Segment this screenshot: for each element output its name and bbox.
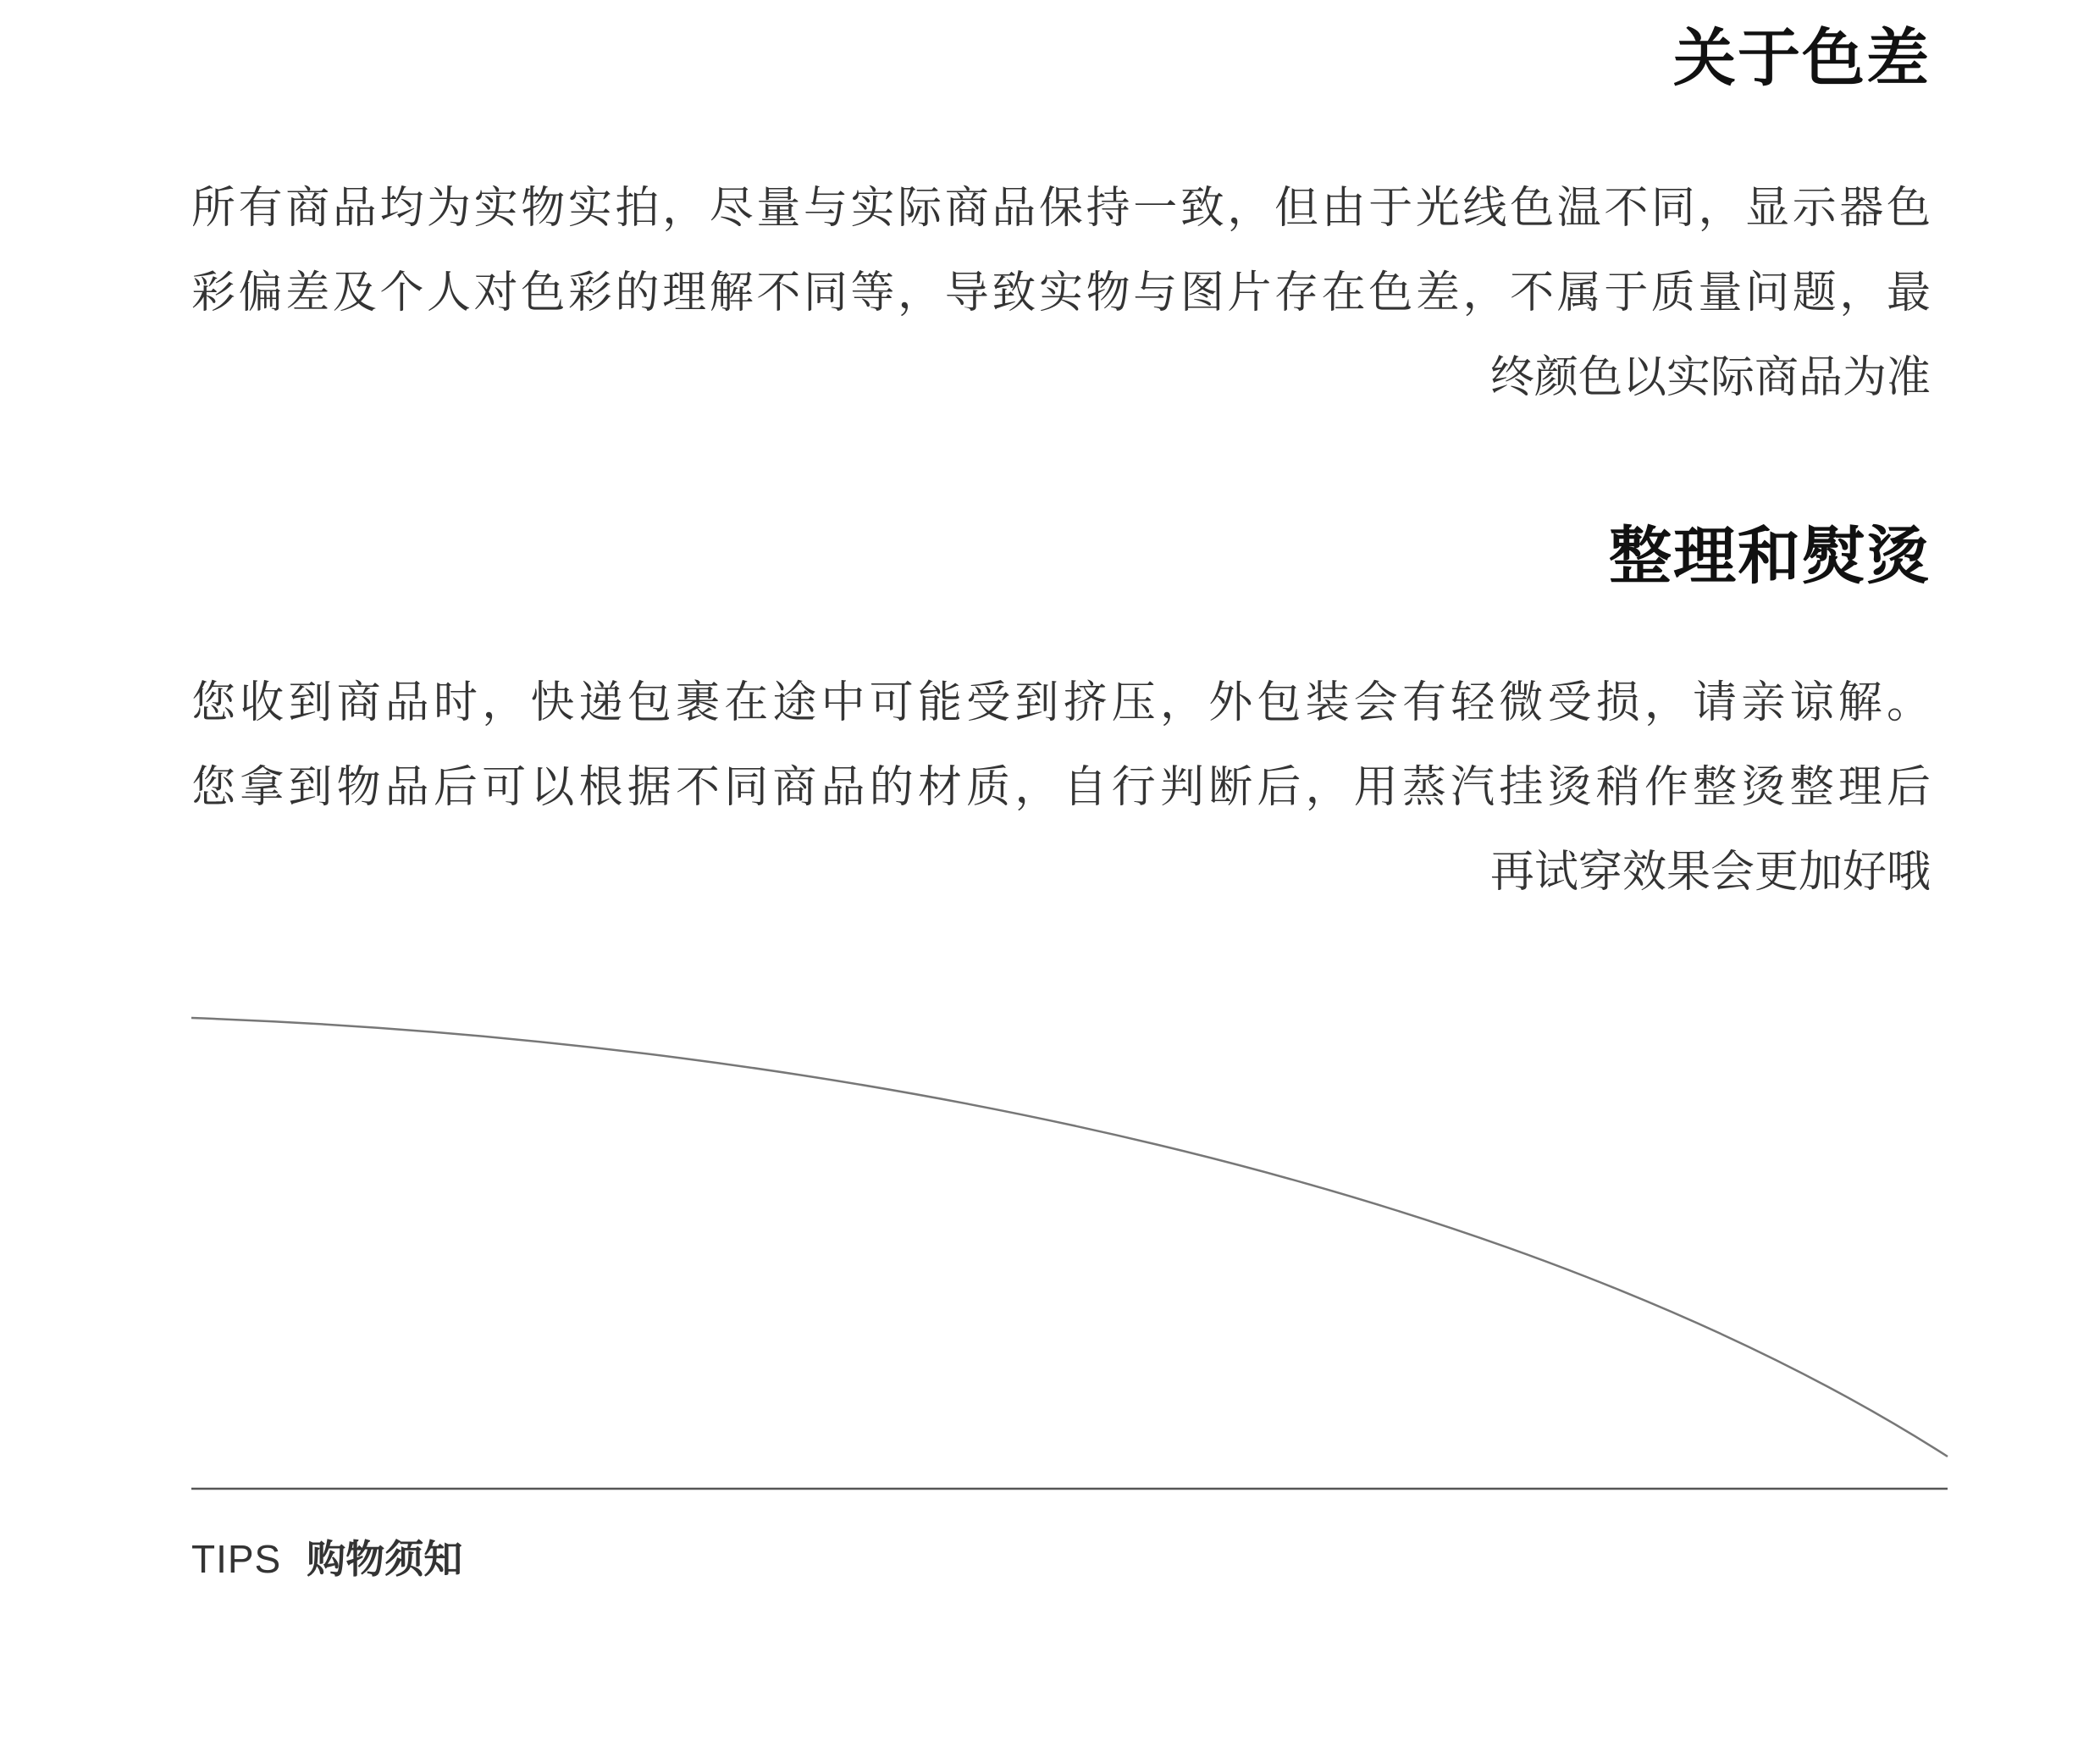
paragraph-line: 彩偏差及个人对色彩的理解不同等，导致实物与图片存在色差，不属于质量问题，最: [191, 268, 1931, 318]
shopping-notice-label: 购物须知: [307, 1536, 463, 1582]
paragraph-line: 所有商品均为实物实拍，尽量与实际商品保持一致，但由于光线色温不同，显示器色: [191, 183, 1931, 234]
tips-label: TIPS: [191, 1537, 282, 1581]
footer-label: [191, 1536, 463, 1582]
paragraph-line: 您拿到物品后可以根据不同商品的材质，自行判断后，用蒸汽挂烫稍作整烫整理后: [191, 762, 1931, 813]
paragraph-line: 终颜色以实际商品为准: [1489, 352, 1931, 403]
paragraph-line: 再试穿效果会更加好哦: [1489, 847, 1931, 898]
section-title-color-difference: 关于色差: [1673, 22, 1931, 95]
decorative-arc: [191, 1018, 1948, 1457]
section-title-ironing: 整理和熨烫: [1609, 520, 1931, 593]
paragraph-line: 您收到商品时，快递包裹在途中可能受到挤压，外包装会有轻微受损，请亲谅解。: [191, 677, 1931, 728]
